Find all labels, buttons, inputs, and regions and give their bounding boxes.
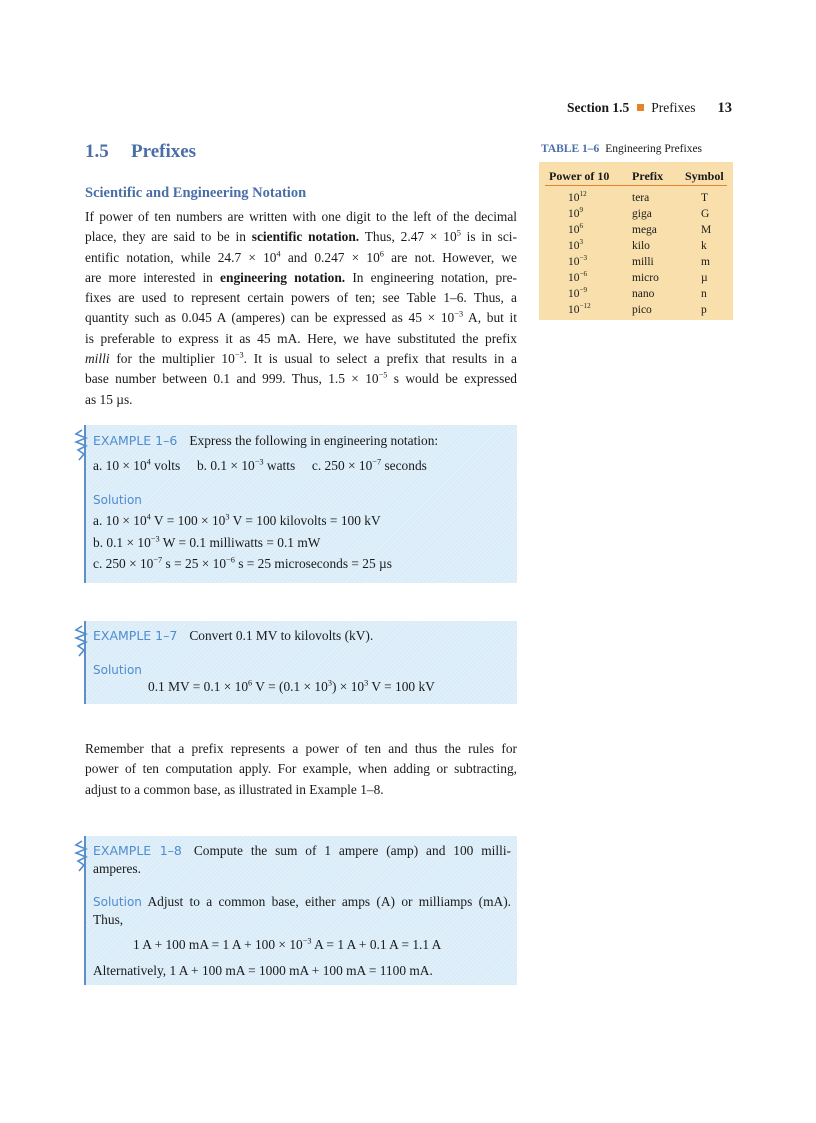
example-1-6-prompt: Express the following in engineering notation: (189, 433, 439, 448)
squiggle-marker-icon (74, 625, 88, 657)
paragraph-line: adjust to a common base, as illustrated in Example 1–8. (85, 781, 384, 797)
example-1-6-heading (93, 433, 438, 449)
prefix-cell: pico (632, 304, 652, 316)
paragraph-line: entific notation, while $24.7 \times 10^4$ and $0.247 \times 10^6$ are not. However, we (85, 249, 517, 265)
table-label: TABLE 1–6 (541, 143, 600, 155)
symbol-cell: G (701, 208, 710, 220)
symbol-cell: n (701, 288, 707, 300)
page-number: 13 (717, 100, 732, 116)
paragraph-line: If power of ten numbers are written with one digit to the left of the decimal (85, 209, 517, 224)
prefix-cell: giga (632, 208, 652, 220)
engineering-prefixes-table (539, 162, 733, 320)
prefix-cell: kilo (632, 240, 650, 252)
running-head-section: Section 1.5 (567, 100, 630, 115)
example-1-8-solution-line-2: Thus, (93, 912, 124, 927)
paragraph-line: base number between 0.1 and 999. Thus, $1.5 \times 10^{-5}$ s would be expressed (85, 370, 517, 387)
example-1-6-solution-label (93, 492, 142, 508)
symbol-cell: T (701, 192, 709, 204)
example-1-8-label: EXAMPLE 1–8 (93, 843, 182, 858)
example-1-8-solution-text: Adjust to a common base, either amps (A) or milliamps (mA). (147, 894, 511, 909)
example-1-7 (84, 621, 517, 704)
paragraph-scientific-notation (85, 207, 517, 410)
subheading: Scientific and Engineering Notation (85, 185, 307, 201)
header-prefix: Prefix (632, 169, 664, 183)
example-1-8-alternative: Alternatively, 1 A + 100 mA = 1000 mA + 100 mA = 1100 mA. (93, 963, 433, 978)
table-row (539, 272, 733, 288)
squiggle-marker-icon (74, 840, 88, 872)
example-1-6-label: EXAMPLE 1–6 (93, 433, 178, 448)
symbol-cell: m (701, 256, 710, 268)
table-row (539, 256, 733, 272)
paragraph-line: place, they are said to be in scientific notation. Thus, $2.47 \times 10^5$ is in sci- (85, 228, 517, 245)
prefix-cell: nano (632, 288, 655, 300)
power-of-10-cell: $10^6$ (568, 222, 584, 236)
example-1-6 (84, 425, 517, 583)
table-row (539, 208, 733, 224)
example-1-6-solution-c: c. $250 \times 10^{-7}$ $s = 25 \times 10^{-6}$ s = 25 microseconds = 25 µs (93, 555, 392, 571)
example-1-8-heading (93, 843, 511, 859)
paragraph-common-base (85, 739, 517, 800)
example-1-8-solution-line-1 (93, 894, 511, 910)
solution-label: Solution (93, 895, 142, 909)
squiggle-marker-icon (74, 429, 88, 461)
table-row (539, 288, 733, 304)
paragraph-line: are more interested in engineering notation. In engineering notation, pre- (85, 269, 518, 285)
symbol-cell: µ (701, 272, 708, 284)
example-1-8-prompt-line-1: Compute the sum of 1 ampere (amp) and 100 milli- (193, 843, 512, 858)
example-1-6-solution-b: b. $0.1 \times 10^{-3}$ W = 0.1 milliwatts = 0.1 mW (93, 534, 321, 550)
bullet-square-icon (637, 104, 644, 111)
power-of-10-cell: $10^{12}$ (568, 190, 587, 204)
example-1-7-heading (93, 628, 373, 644)
paragraph-line: quantity such as 0.045 A (amperes) can be expressed as $45 \times 10^{-3}$ A, but it (85, 310, 518, 326)
header-symbol: Symbol (685, 169, 724, 183)
example-1-8 (84, 836, 517, 985)
solution-label: Solution (93, 493, 142, 507)
example-1-6-solution-a: a. $10 \times 10^4$ $V = 100 \times 10^3$ V = 100 kilovolts = 100 kV (93, 512, 381, 528)
prefix-cell: mega (632, 224, 657, 236)
example-1-6-question: a. $10 \times 10^4$ volts b. $0.1 \times 10^{-3}$ watts c. $250 \times 10^{-7}$ seconds (93, 457, 427, 473)
paragraph-line: is preferable to express it as 45 mA. Here, we have substituted the prefix (85, 330, 517, 346)
power-of-10-cell: $10^{-9}$ (568, 286, 588, 300)
example-1-7-prompt: Convert 0.1 MV to kilovolts (kV). (189, 628, 374, 643)
running-head (567, 100, 732, 117)
table-caption (541, 143, 702, 155)
running-head-title: Prefixes (651, 100, 696, 115)
paragraph-line: fixes are used to represent certain powers of ten; see Table 1–6. Thus, a (85, 290, 517, 306)
table-row (539, 304, 733, 320)
prefix-cell: micro (632, 272, 659, 284)
symbol-cell: k (701, 240, 707, 252)
example-1-8-prompt-line-2: amperes. (93, 861, 141, 876)
paragraph-line: milli for the multiplier $10^{-3}$. It is usual to select a prefix that results in a (85, 350, 517, 367)
example-1-7-label: EXAMPLE 1–7 (93, 628, 178, 643)
table-header-rule (545, 185, 727, 186)
paragraph-line: power of ten computation apply. For example, when adding or subtracting, (85, 761, 517, 777)
solution-label: Solution (93, 663, 142, 677)
power-of-10-cell: $10^{-12}$ (568, 302, 591, 316)
power-of-10-cell: $10^9$ (568, 206, 584, 220)
power-of-10-cell: $10^{-6}$ (568, 270, 588, 284)
paragraph-line: as 15 µs. (85, 391, 133, 407)
power-of-10-cell: $10^3$ (568, 238, 584, 252)
power-of-10-cell: $10^{-3}$ (568, 254, 588, 268)
example-1-7-solution: 0.1 MV = $0.1 \times 10^6$ $V = (0.1 \times 10^3) \times 10^3$ V = 100 kV (148, 678, 435, 694)
example-1-7-solution-label (93, 662, 142, 678)
section-title: Prefixes (131, 141, 197, 162)
section-number: 1.5 (85, 141, 109, 162)
paragraph-line: Remember that a prefix represents a power of ten and thus the rules for (85, 741, 517, 756)
symbol-cell: M (701, 224, 712, 236)
prefix-cell: milli (632, 256, 654, 268)
prefix-cell: tera (632, 192, 650, 204)
symbol-cell: p (701, 304, 707, 316)
header-power-of-10: Power of 10 (549, 169, 610, 183)
table-row (539, 192, 733, 208)
table-row (539, 224, 733, 240)
table-title: Engineering Prefixes (605, 143, 703, 155)
example-1-8-equation: 1 A + 100 mA = 1 $A + 100 \times 10^{-3}$ A = 1 A + 0.1 A = 1.1 A (133, 936, 442, 952)
table-row (539, 240, 733, 256)
section-heading (85, 141, 196, 163)
